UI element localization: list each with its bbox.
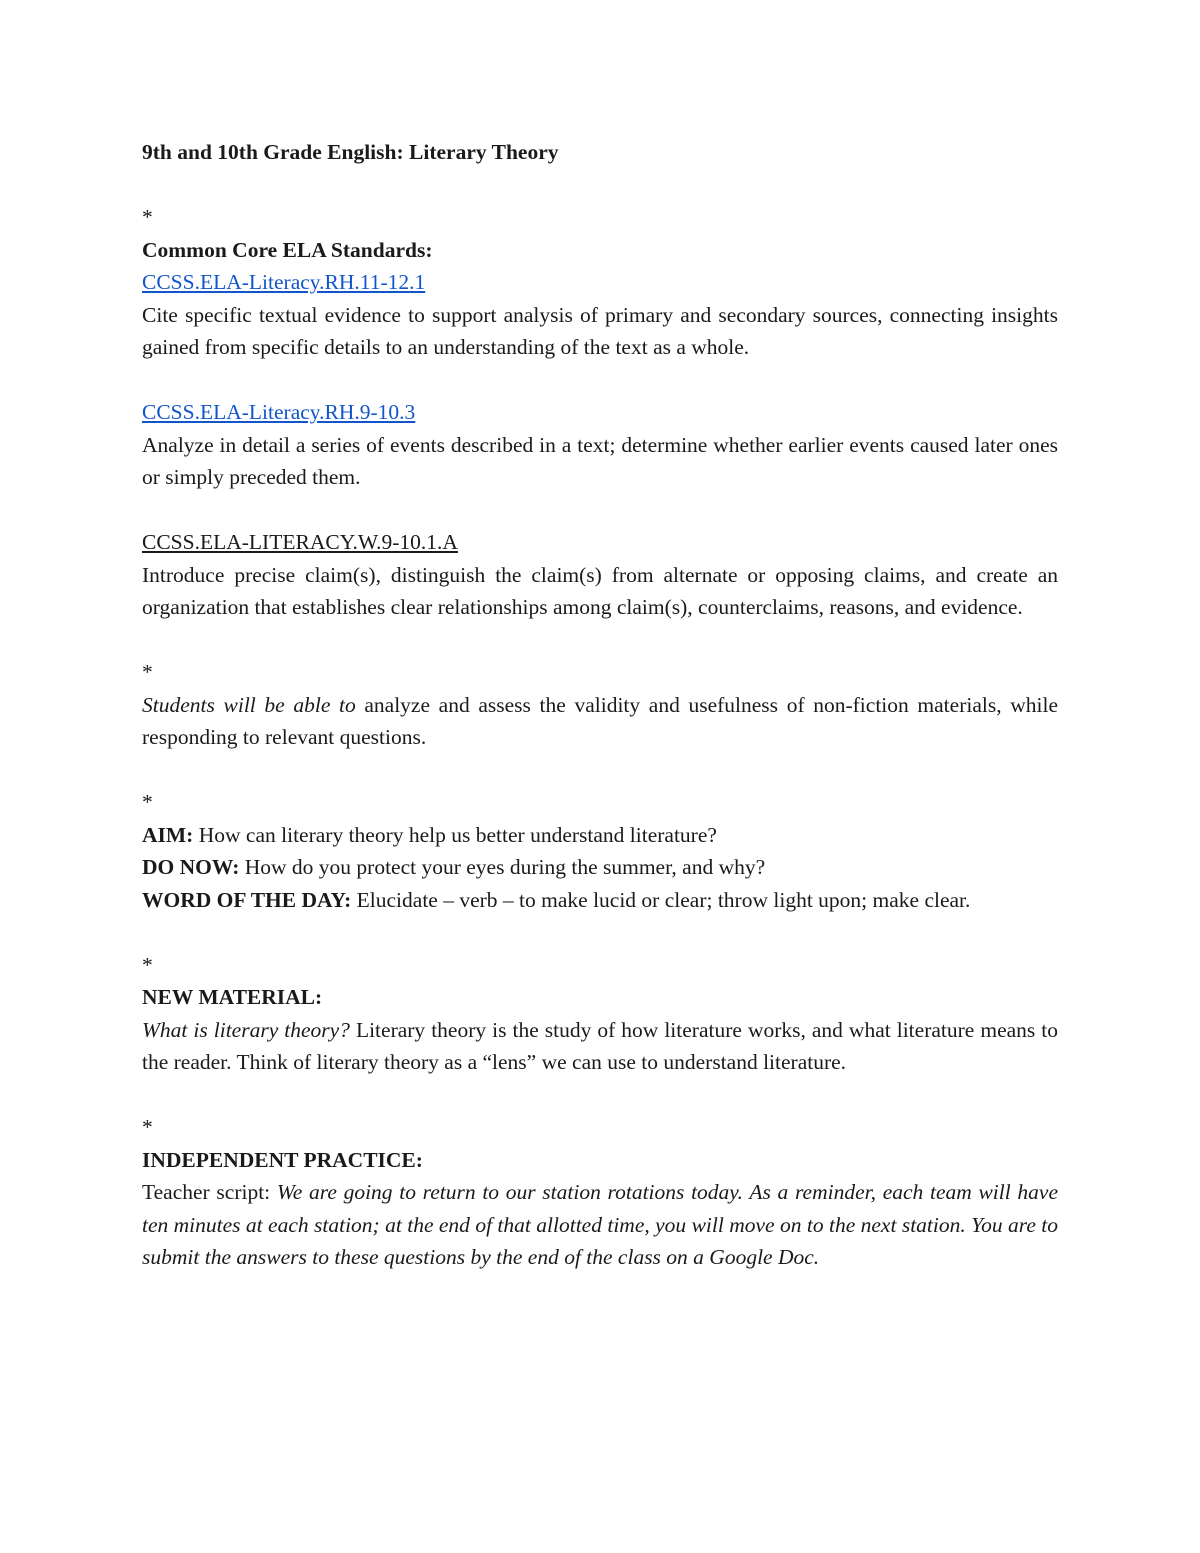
aim-text: How can literary theory help us better understand literature?: [193, 822, 717, 847]
teacher-script-paragraph: [142, 1176, 1058, 1274]
teacher-script-text: We are going to return to our station rotations today. As a reminder, each team will have ten minutes at each station; at the end of that allotted time, you will move on to the next station. You are to submit the answers to these questions by the end of the class on a Google Doc.: [142, 1180, 1059, 1269]
do-now-label: DO NOW:: [142, 855, 240, 879]
objective-paragraph: [142, 689, 1058, 754]
standards-heading: Common Core ELA Standards:: [142, 237, 433, 262]
new-material-question: What is literary theory?: [142, 1017, 350, 1042]
standard-link-rh-9-10-3[interactable]: CCSS.ELA-Literacy.RH.9-10.3: [142, 400, 416, 424]
word-of-day-label: WORD OF THE DAY:: [142, 887, 352, 912]
section-separator: *: [142, 790, 153, 814]
objective-text: analyze and assess the validity and usefulness of non-fiction materials, while responding to relevant questions.: [142, 692, 1059, 749]
section-separator: *: [142, 952, 153, 977]
standard-description: Analyze in detail a series of events described in a text; determine whether earlier events caused later ones or simply preceded them.: [142, 432, 1058, 489]
new-material-heading: NEW MATERIAL:: [142, 985, 323, 1009]
standard-link-rh-11-12-1[interactable]: CCSS.ELA-Literacy.RH.11-12.1: [142, 270, 426, 294]
teacher-script-label: Teacher script:: [142, 1180, 271, 1204]
new-material-text: Literary theory is the study of how literature works, and what literature means to the reader. Think of literary theory as a “lens” we can use to understand literature.: [142, 1017, 1059, 1074]
objective-lead: Students will be able to: [142, 692, 356, 717]
word-of-day-line: [142, 884, 1058, 917]
document-page: [142, 136, 1058, 1274]
section-separator: *: [142, 1115, 153, 1139]
aim-label: AIM:: [142, 822, 194, 847]
standard-link-w-9-10-1-a[interactable]: CCSS.ELA-LITERACY.W.9-10.1.A: [142, 530, 458, 554]
aim-line: [142, 819, 1058, 852]
independent-practice-heading: INDEPENDENT PRACTICE:: [142, 1147, 423, 1172]
standard-description: Introduce precise claim(s), distinguish the claim(s) from alternate or opposing claims, and create an organization that establishes clear relationships among claim(s), counterclaims, reasons, and evidence.: [142, 562, 1058, 619]
document-title: 9th and 10th Grade English: Literary Theory: [142, 140, 559, 164]
new-material-paragraph: [142, 1014, 1058, 1079]
section-separator: *: [142, 205, 153, 229]
section-separator: *: [142, 660, 153, 684]
do-now-text: How do you protect your eyes during the summer, and why?: [239, 855, 766, 879]
word-of-day-text: Elucidate – verb – to make lucid or clear; throw light upon; make clear.: [351, 887, 971, 912]
do-now-line: [142, 851, 1058, 884]
standard-description: Cite specific textual evidence to support analysis of primary and secondary sources, connecting insights gained from specific details to an understanding of the text as a whole.: [142, 302, 1058, 359]
